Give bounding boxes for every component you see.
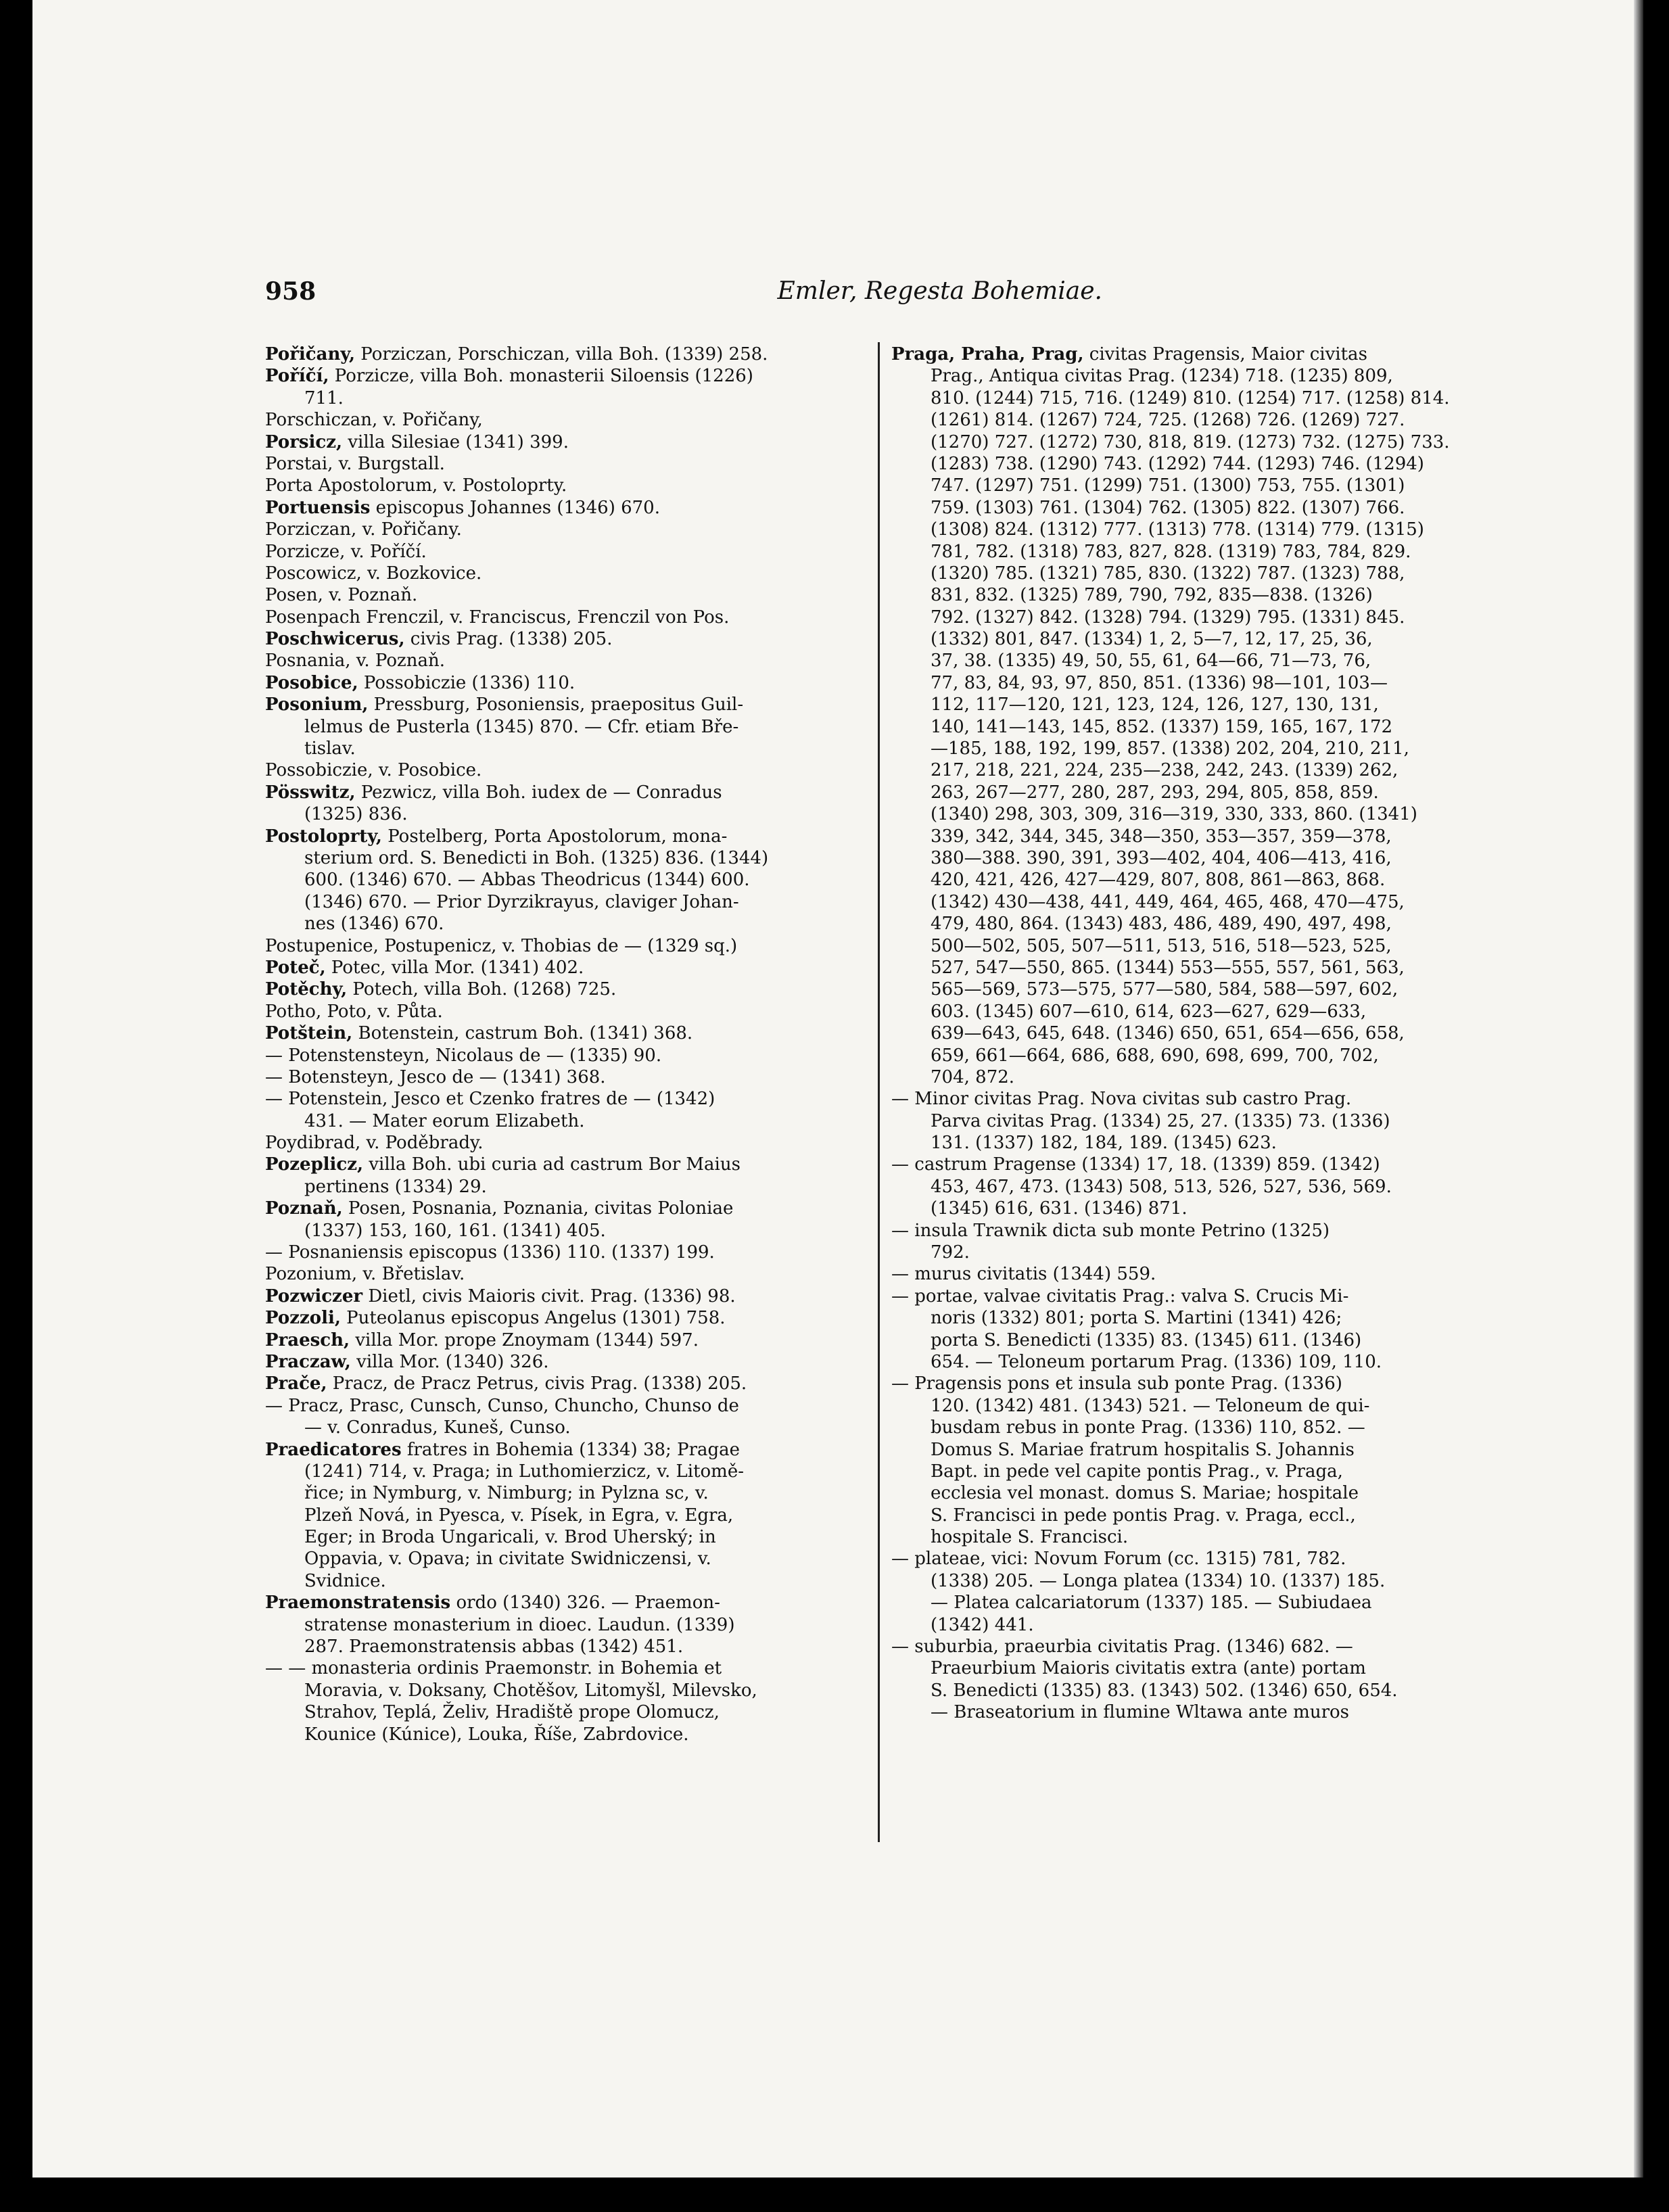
- index-text-line: [891, 738, 1513, 759]
- index-entry-line: [265, 826, 887, 847]
- index-entry-text: Postelberg, Porta Apostolorum, mona-: [381, 826, 728, 847]
- index-headword: Posobice,: [265, 672, 358, 693]
- index-entry-text: 711.: [304, 387, 344, 408]
- index-entry-text: Posen, Posnania, Poznania, civitas Poloniae: [342, 1198, 734, 1219]
- index-entry-text: — Pracz, Prasc, Cunsch, Cunso, Chuncho, Chunso de: [265, 1395, 739, 1416]
- index-entry-text: Oppavia, v. Opava; in civitate Swidniczensi, v.: [304, 1549, 711, 1570]
- index-entry-text: — Platea calcariatorum (1337) 185. — Subiudaea: [931, 1593, 1372, 1614]
- index-entry-text: — murus civitatis (1344) 559.: [891, 1264, 1156, 1285]
- index-entry-text: Porzicze, villa Boh. monasterii Siloensis (1226): [329, 366, 753, 387]
- index-entry-text: Porzicze, v. Poříčí.: [265, 541, 427, 562]
- index-entry-text: (1261) 814. (1267) 724, 725. (1268) 726. (1269) 727.: [931, 410, 1405, 431]
- index-text-line: [265, 1242, 887, 1263]
- index-entry-text: Porziczan, Porschiczan, villa Boh. (1339) 258.: [355, 344, 768, 364]
- index-entry-text: pertinens (1334) 29.: [304, 1176, 487, 1197]
- document-page: [32, 0, 1643, 2178]
- index-text-line: [265, 519, 887, 540]
- index-text-line: [891, 1022, 1513, 1044]
- index-entry-text: civitas Pragensis, Maior civitas: [1083, 344, 1367, 364]
- index-text-line: [265, 1461, 887, 1482]
- index-entry-line: [265, 957, 887, 979]
- index-entry-text: 263, 267—277, 280, 287, 293, 294, 805, 858, 859.: [931, 782, 1379, 803]
- index-text-line: [265, 716, 887, 738]
- index-entry-text: — Braseatorium in flumine Wltawa ante muros: [931, 1702, 1349, 1723]
- index-text-line: [265, 1548, 887, 1570]
- index-text-line: [891, 1242, 1513, 1263]
- index-text-line: [265, 475, 887, 496]
- index-entry-line: [265, 979, 887, 1000]
- index-entry-line: [265, 497, 887, 519]
- index-entry-text: — v. Conradus, Kuneš, Cunso.: [304, 1417, 571, 1438]
- index-entry-text: 37, 38. (1335) 49, 50, 55, 61, 64—66, 71—73, 76,: [931, 651, 1371, 672]
- index-entry-text: porta S. Benedicti (1335) 83. (1345) 611. (1346): [931, 1329, 1362, 1350]
- index-entry-text: Domus S. Mariae fratrum hospitalis S. Johannis: [931, 1439, 1355, 1460]
- index-entry-text: Dietl, civis Maioris civit. Prag. (1336) 98.: [362, 1286, 736, 1307]
- index-entry-text: Svidnice.: [304, 1570, 386, 1591]
- index-entry-text: 131. (1337) 182, 184, 189. (1345) 623.: [931, 1133, 1277, 1154]
- index-text-line: [891, 1286, 1513, 1307]
- index-entry-text: (1325) 836.: [304, 804, 408, 825]
- index-text-line: [891, 409, 1513, 431]
- index-entry-line: [265, 672, 887, 694]
- index-entry-text: Potec, villa Mor. (1341) 402.: [325, 957, 584, 978]
- index-text-line: [891, 869, 1513, 891]
- index-text-line: [265, 869, 887, 891]
- index-text-line: [891, 694, 1513, 715]
- index-text-line: [891, 607, 1513, 628]
- index-text-line: [891, 1373, 1513, 1394]
- index-entry-text: Pezwicz, villa Boh. iudex de — Conradus: [355, 782, 722, 803]
- index-text-line: [891, 672, 1513, 694]
- index-headword: Pozzoli,: [265, 1308, 341, 1329]
- index-entry-text: — castrum Pragense (1334) 17, 18. (1339) 859. (1342): [891, 1154, 1380, 1175]
- index-text-line: [891, 1482, 1513, 1504]
- index-text-line: [891, 1680, 1513, 1701]
- index-text-line: [891, 563, 1513, 584]
- index-entry-text: — plateae, vici: Novum Forum (cc. 1315) 781, 782.: [891, 1549, 1346, 1570]
- index-entry-text: 380—388. 390, 391, 393—402, 404, 406—413, 416,: [931, 847, 1392, 868]
- index-text-line: [891, 650, 1513, 672]
- index-headword: Praczaw,: [265, 1351, 351, 1372]
- index-entry-text: Eger; in Broda Ungaricali, v. Brod Uherský; in: [304, 1527, 716, 1548]
- index-text-line: [265, 453, 887, 475]
- index-headword: Poznaň,: [265, 1198, 343, 1219]
- index-entry-text: 217, 218, 221, 224, 235—238, 242, 243. (1339) 262,: [931, 760, 1398, 781]
- index-entry-text: Pracz, de Pracz Petrus, civis Prag. (1338) 205.: [327, 1373, 747, 1394]
- index-entry-text: ecclesia vel monast. domus S. Mariae; hospitale: [931, 1483, 1359, 1504]
- index-headword: Postoloprty,: [265, 826, 382, 847]
- index-entry-text: episcopus Johannes (1346) 670.: [370, 497, 660, 518]
- index-entry-text: Prag., Antiqua civitas Prag. (1234) 718. (1235) 809,: [931, 366, 1393, 387]
- index-entry-text: Botenstein, castrum Boh. (1341) 368.: [352, 1023, 693, 1044]
- index-text-line: [265, 563, 887, 584]
- index-entry-text: (1342) 430—438, 441, 449, 464, 465, 468, 470—475,: [931, 891, 1405, 912]
- index-text-line: [891, 1198, 1513, 1219]
- index-entry-text: lelmus de Pusterla (1345) 870. — Cfr. etiam Bře-: [304, 716, 739, 737]
- index-entry-text: ordo (1340) 326. — Praemon-: [450, 1593, 720, 1614]
- index-text-line: [891, 1110, 1513, 1132]
- index-headword: Pozeplicz,: [265, 1154, 364, 1175]
- index-entry-text: villa Silesiae (1341) 399.: [342, 431, 569, 452]
- index-entry-text: stratense monasterium in dioec. Laudun. (1339): [304, 1614, 735, 1635]
- index-entry-text: 747. (1297) 751. (1299) 751. (1300) 753, 755. (1301): [931, 475, 1405, 496]
- index-text-line: [891, 541, 1513, 563]
- index-headword: Potěchy,: [265, 979, 348, 1000]
- index-text-line: [891, 1548, 1513, 1570]
- index-text-line: [265, 913, 887, 935]
- index-entry-text: — Botensteyn, Jesco de — (1341) 368.: [265, 1066, 606, 1087]
- index-text-line: [891, 716, 1513, 738]
- right-column: [891, 344, 1513, 1724]
- index-entry-text: 565—569, 573—575, 577—580, 584, 588—597, 602,: [931, 979, 1398, 1000]
- index-text-line: [891, 935, 1513, 957]
- index-entry-text: 112, 117—120, 121, 123, 124, 126, 127, 130, 131,: [931, 695, 1379, 715]
- index-entry-line: [265, 1329, 887, 1351]
- page-header: [265, 277, 1102, 311]
- index-entry-line: [265, 1439, 887, 1461]
- index-entry-text: Kounice (Kúnice), Louka, Říše, Zabrdovice.: [304, 1724, 689, 1745]
- left-column: [265, 344, 887, 1745]
- index-text-line: [891, 1614, 1513, 1636]
- index-entry-text: Porta Apostolorum, v. Postoloprty.: [265, 475, 567, 496]
- index-text-line: [891, 1263, 1513, 1285]
- index-entry-text: — suburbia, praeurbia civitatis Prag. (1346) 682. —: [891, 1637, 1353, 1657]
- index-text-line: [891, 387, 1513, 409]
- index-text-line: [891, 453, 1513, 475]
- index-text-line: [891, 1307, 1513, 1329]
- index-text-line: [891, 1154, 1513, 1175]
- index-text-line: [891, 803, 1513, 825]
- index-text-line: [265, 1395, 887, 1417]
- index-text-line: [891, 519, 1513, 540]
- index-text-line: [265, 1724, 887, 1745]
- index-text-line: [265, 1132, 887, 1154]
- index-entry-text: Possobiczie, v. Posobice.: [265, 760, 482, 781]
- index-text-line: [891, 1592, 1513, 1614]
- index-text-line: [891, 759, 1513, 781]
- index-entry-text: Strahov, Teplá, Želiv, Hradiště prope Olomucz,: [304, 1702, 720, 1723]
- index-entry-line: [265, 1373, 887, 1394]
- index-text-line: [265, 738, 887, 759]
- index-entry-text: (1337) 153, 160, 161. (1341) 405.: [304, 1220, 606, 1241]
- index-entry-text: villa Mor. prope Znoymam (1344) 597.: [350, 1329, 699, 1350]
- index-text-line: [265, 1570, 887, 1592]
- index-text-line: [265, 1176, 887, 1198]
- index-entry-text: Potech, villa Boh. (1268) 725.: [347, 979, 617, 1000]
- index-text-line: [265, 1001, 887, 1022]
- index-entry-line: [265, 1592, 887, 1614]
- index-text-line: [265, 847, 887, 869]
- index-entry-text: S. Benedicti (1335) 83. (1343) 502. (1346) 650, 654.: [931, 1680, 1398, 1701]
- index-text-line: [891, 1461, 1513, 1482]
- index-text-line: [265, 1505, 887, 1526]
- index-text-line: [265, 1636, 887, 1657]
- index-entry-text: (1270) 727. (1272) 730, 818, 819. (1273) 732. (1275) 733.: [931, 431, 1450, 452]
- index-entry-text: Porstai, v. Burgstall.: [265, 453, 445, 474]
- index-text-line: [265, 1110, 887, 1132]
- index-headword: Porsicz,: [265, 431, 343, 452]
- index-text-line: [265, 759, 887, 781]
- index-entry-text: 704, 872.: [931, 1066, 1015, 1087]
- page-edge: [1634, 0, 1643, 2178]
- index-entry-text: busdam rebus in ponte Prag. (1336) 110, 852. —: [931, 1417, 1365, 1438]
- index-entry-text: 339, 342, 344, 345, 348—350, 353—357, 359—378,: [931, 826, 1392, 847]
- index-entry-text: (1320) 785. (1321) 785, 830. (1322) 787. (1323) 788,: [931, 563, 1405, 584]
- index-entry-text: 120. (1342) 481. (1343) 521. — Teloneum de qui-: [931, 1395, 1370, 1416]
- index-text-line: [891, 628, 1513, 650]
- index-entry-text: 654. — Teloneum portarum Prag. (1336) 109, 110.: [931, 1351, 1382, 1372]
- index-headword: Pozwiczer: [265, 1286, 363, 1307]
- index-entry-text: Poscowicz, v. Bozkovice.: [265, 563, 482, 584]
- index-text-line: [891, 1439, 1513, 1461]
- index-entry-line: [265, 344, 887, 365]
- index-text-line: [891, 1176, 1513, 1198]
- index-entry-text: (1241) 714, v. Praga; in Luthomierzicz, v. Litomě-: [304, 1461, 745, 1482]
- index-entry-text: — Potenstensteyn, Nicolaus de — (1335) 90.: [265, 1045, 662, 1066]
- index-text-line: [265, 1657, 887, 1679]
- index-text-line: [891, 1001, 1513, 1022]
- index-text-line: [891, 891, 1513, 913]
- index-headword: Potštein,: [265, 1023, 353, 1044]
- column-divider: [878, 342, 880, 1842]
- index-entry-text: 759. (1303) 761. (1304) 762. (1305) 822. (1307) 766.: [931, 497, 1405, 518]
- index-headword: Prače,: [265, 1373, 327, 1394]
- index-entry-text: Puteolanus episcopus Angelus (1301) 758.: [340, 1308, 726, 1329]
- index-entry-text: Potho, Poto, v. Půta.: [265, 1001, 443, 1022]
- index-entry-text: 431. — Mater eorum Elizabeth.: [304, 1110, 585, 1131]
- index-entry-text: (1345) 616, 631. (1346) 871.: [931, 1198, 1188, 1219]
- running-title: Emler, Regesta Bohemiae.: [777, 277, 1102, 305]
- index-entry-text: (1332) 801, 847. (1334) 1, 2, 5—7, 12, 17, 25, 36,: [931, 629, 1373, 650]
- index-entry-text: 77, 83, 84, 93, 97, 850, 851. (1336) 98—101, 103—: [931, 672, 1388, 693]
- index-text-line: [891, 1329, 1513, 1351]
- index-text-line: [891, 365, 1513, 387]
- index-entry-text: — portae, valvae civitatis Prag.: valva S. Crucis Mi-: [891, 1286, 1349, 1307]
- index-entry-line: [265, 1286, 887, 1307]
- index-entry-text: sterium ord. S. Benedicti in Boh. (1325) 836. (1344): [304, 847, 769, 868]
- index-entry-text: villa Mor. (1340) 326.: [350, 1351, 549, 1372]
- index-text-line: [265, 387, 887, 409]
- index-entry-text: (1283) 738. (1290) 743. (1292) 744. (1293) 746. (1294): [931, 453, 1424, 474]
- index-entry-text: 659, 661—664, 686, 688, 690, 698, 699, 700, 702,: [931, 1045, 1379, 1066]
- index-text-line: [265, 1614, 887, 1636]
- index-entry-text: Posenpach Frenczil, v. Franciscus, Frenczil von Pos.: [265, 607, 730, 628]
- index-headword: Posonium,: [265, 695, 369, 715]
- index-text-line: [265, 935, 887, 957]
- index-entry-text: řice; in Nymburg, v. Nimburg; in Pylzna sc, v.: [304, 1483, 709, 1504]
- index-text-line: [265, 1680, 887, 1701]
- index-entry-text: civis Prag. (1338) 205.: [404, 629, 613, 650]
- index-entry-text: noris (1332) 801; porta S. Martini (1341) 426;: [931, 1308, 1342, 1329]
- index-entry-line: [265, 365, 887, 387]
- page-number: 958: [265, 277, 316, 306]
- index-entry-text: 287. Praemonstratensis abbas (1342) 451.: [304, 1637, 684, 1657]
- index-entry-text: 810. (1244) 715, 716. (1249) 810. (1254) 717. (1258) 814.: [931, 387, 1450, 408]
- index-text-line: [265, 1417, 887, 1438]
- index-text-line: [265, 891, 887, 913]
- index-entry-text: (1342) 441.: [931, 1614, 1034, 1635]
- index-entry-line: [265, 1307, 887, 1329]
- index-entry-line: [891, 344, 1513, 365]
- index-text-line: [265, 607, 887, 628]
- index-entry-text: Posnania, v. Poznaň.: [265, 651, 445, 672]
- index-entry-line: [265, 628, 887, 650]
- index-text-line: [891, 1570, 1513, 1592]
- index-text-line: [891, 1417, 1513, 1438]
- index-entry-text: 140, 141—143, 145, 852. (1337) 159, 165, 167, 172: [931, 716, 1393, 737]
- index-text-line: [891, 826, 1513, 847]
- index-entry-text: 781, 782. (1318) 783, 827, 828. (1319) 783, 784, 829.: [931, 541, 1411, 562]
- index-entry-text: — Pragensis pons et insula sub ponte Prag. (1336): [891, 1373, 1342, 1394]
- index-entry-text: 792. (1327) 842. (1328) 794. (1329) 795. (1331) 845.: [931, 607, 1405, 628]
- index-entry-text: 600. (1346) 670. — Abbas Theodricus (1344) 600.: [304, 870, 750, 891]
- index-entry-text: — insula Trawnik dicta sub monte Petrino (1325): [891, 1220, 1330, 1241]
- index-headword: Pořičany,: [265, 344, 356, 364]
- index-entry-line: [265, 694, 887, 715]
- index-entry-text: Possobiczie (1336) 110.: [358, 672, 575, 693]
- index-headword: Poschwicerus,: [265, 629, 405, 650]
- index-text-line: [891, 1088, 1513, 1110]
- index-text-line: [891, 497, 1513, 519]
- index-entry-text: 479, 480, 864. (1343) 483, 486, 489, 490, 497, 498,: [931, 914, 1392, 935]
- index-entry-text: (1308) 824. (1312) 777. (1313) 778. (1314) 779. (1315): [931, 519, 1424, 540]
- index-text-line: [891, 584, 1513, 606]
- index-entry-text: 420, 421, 426, 427—429, 807, 808, 861—863, 868.: [931, 870, 1386, 891]
- index-entry-text: — Potenstein, Jesco et Czenko fratres de — (1342): [265, 1089, 715, 1110]
- index-text-line: [891, 979, 1513, 1000]
- index-text-line: [891, 847, 1513, 869]
- index-entry-text: Posen, v. Poznaň.: [265, 585, 418, 606]
- index-text-line: [891, 1636, 1513, 1657]
- index-headword: Praesch,: [265, 1329, 350, 1350]
- index-entry-text: 792.: [931, 1242, 970, 1263]
- index-entry-text: S. Francisci in pede pontis Prag. v. Praga, eccl.,: [931, 1505, 1356, 1526]
- index-text-line: [265, 1526, 887, 1548]
- index-headword: Poteč,: [265, 957, 326, 978]
- index-entry-text: — — monasteria ordinis Praemonstr. in Bohemia et: [265, 1658, 722, 1679]
- index-text-line: [891, 475, 1513, 496]
- index-entry-text: Porschiczan, v. Pořičany,: [265, 410, 483, 431]
- index-headword: Praedicatores: [265, 1439, 402, 1460]
- index-text-line: [265, 584, 887, 606]
- index-entry-text: fratres in Bohemia (1334) 38; Pragae: [401, 1439, 741, 1460]
- index-text-line: [891, 1395, 1513, 1417]
- index-entry-text: — Posnaniensis episcopus (1336) 110. (1337) 199.: [265, 1242, 715, 1263]
- index-entry-text: Pozonium, v. Břetislav.: [265, 1264, 465, 1285]
- index-entry-text: Moravia, v. Doksany, Chotěšov, Litomyšl, Milevsko,: [304, 1680, 757, 1701]
- index-entry-text: hospitale S. Francisci.: [931, 1527, 1129, 1548]
- index-entry-text: — Minor civitas Prag. Nova civitas sub castro Prag.: [891, 1089, 1352, 1110]
- index-text-line: [891, 1505, 1513, 1526]
- index-entry-text: Pressburg, Posoniensis, praepositus Guil-: [368, 695, 744, 715]
- index-text-line: [891, 913, 1513, 935]
- index-text-line: [265, 541, 887, 563]
- index-entry-line: [265, 431, 887, 453]
- index-entry-text: nes (1346) 670.: [304, 914, 444, 935]
- index-entry-line: [265, 1154, 887, 1175]
- index-headword: Pösswitz,: [265, 782, 356, 803]
- index-entry-text: Bapt. in pede vel capite pontis Prag., v. Praga,: [931, 1461, 1343, 1482]
- index-headword: Praga, Praha, Prag,: [891, 344, 1084, 364]
- index-entry-text: 453, 467, 473. (1343) 508, 513, 526, 527, 536, 569.: [931, 1176, 1392, 1197]
- index-text-line: [891, 1701, 1513, 1723]
- index-text-line: [265, 1263, 887, 1285]
- index-headword: Praemonstratensis: [265, 1593, 451, 1614]
- index-entry-line: [265, 1198, 887, 1219]
- index-text-line: [265, 409, 887, 431]
- index-entry-text: (1338) 205. — Longa platea (1334) 10. (1337) 185.: [931, 1570, 1386, 1591]
- index-entry-text: Porziczan, v. Pořičany.: [265, 519, 462, 540]
- index-headword: Poříčí,: [265, 366, 329, 387]
- index-entry-text: villa Boh. ubi curia ad castrum Bor Maius: [363, 1154, 741, 1175]
- index-entry-text: Poydibrad, v. Poděbrady.: [265, 1133, 484, 1154]
- index-text-line: [891, 957, 1513, 979]
- index-text-line: [265, 1482, 887, 1504]
- index-entry-text: Postupenice, Postupenicz, v. Thobias de — (1329 sq.): [265, 935, 738, 956]
- index-entry-line: [265, 1022, 887, 1044]
- index-text-line: [265, 1701, 887, 1723]
- index-headword: Portuensis: [265, 497, 371, 518]
- index-text-line: [265, 1088, 887, 1110]
- index-entry-text: 831, 832. (1325) 789, 790, 792, 835—838. (1326): [931, 585, 1373, 606]
- index-text-line: [891, 1351, 1513, 1373]
- index-entry-text: —185, 188, 192, 199, 857. (1338) 202, 204, 210, 211,: [931, 738, 1409, 759]
- index-text-line: [891, 1045, 1513, 1066]
- index-entry-text: (1346) 670. — Prior Dyrzikrayus, claviger Johan-: [304, 891, 739, 912]
- index-entry-text: Praeurbium Maioris civitatis extra (ante) portam: [931, 1658, 1366, 1679]
- index-entry-text: 603. (1345) 607—610, 614, 623—627, 629—633,: [931, 1001, 1367, 1022]
- index-text-line: [891, 1526, 1513, 1548]
- index-text-line: [891, 431, 1513, 453]
- index-text-line: [891, 782, 1513, 803]
- index-text-line: [265, 650, 887, 672]
- index-text-line: [891, 1657, 1513, 1679]
- index-entry-text: Parva civitas Prag. (1334) 25, 27. (1335) 73. (1336): [931, 1110, 1390, 1131]
- index-entry-text: tislav.: [304, 738, 356, 759]
- index-entry-line: [265, 782, 887, 803]
- index-text-line: [265, 1066, 887, 1088]
- index-text-line: [265, 1220, 887, 1242]
- index-entry-text: (1340) 298, 303, 309, 316—319, 330, 333, 860. (1341): [931, 804, 1417, 825]
- index-text-line: [265, 1045, 887, 1066]
- index-entry-text: 639—643, 645, 648. (1346) 650, 651, 654—656, 658,: [931, 1023, 1405, 1044]
- index-entry-text: Plzeň Nová, in Pyesca, v. Písek, in Egra, v. Egra,: [304, 1505, 734, 1526]
- index-text-line: [891, 1132, 1513, 1154]
- index-entry-line: [265, 1351, 887, 1373]
- index-text-line: [265, 803, 887, 825]
- index-text-line: [891, 1220, 1513, 1242]
- index-entry-text: 527, 547—550, 865. (1344) 553—555, 557, 561, 563,: [931, 957, 1405, 978]
- index-text-line: [891, 1066, 1513, 1088]
- index-entry-text: 500—502, 505, 507—511, 513, 516, 518—523, 525,: [931, 935, 1392, 956]
